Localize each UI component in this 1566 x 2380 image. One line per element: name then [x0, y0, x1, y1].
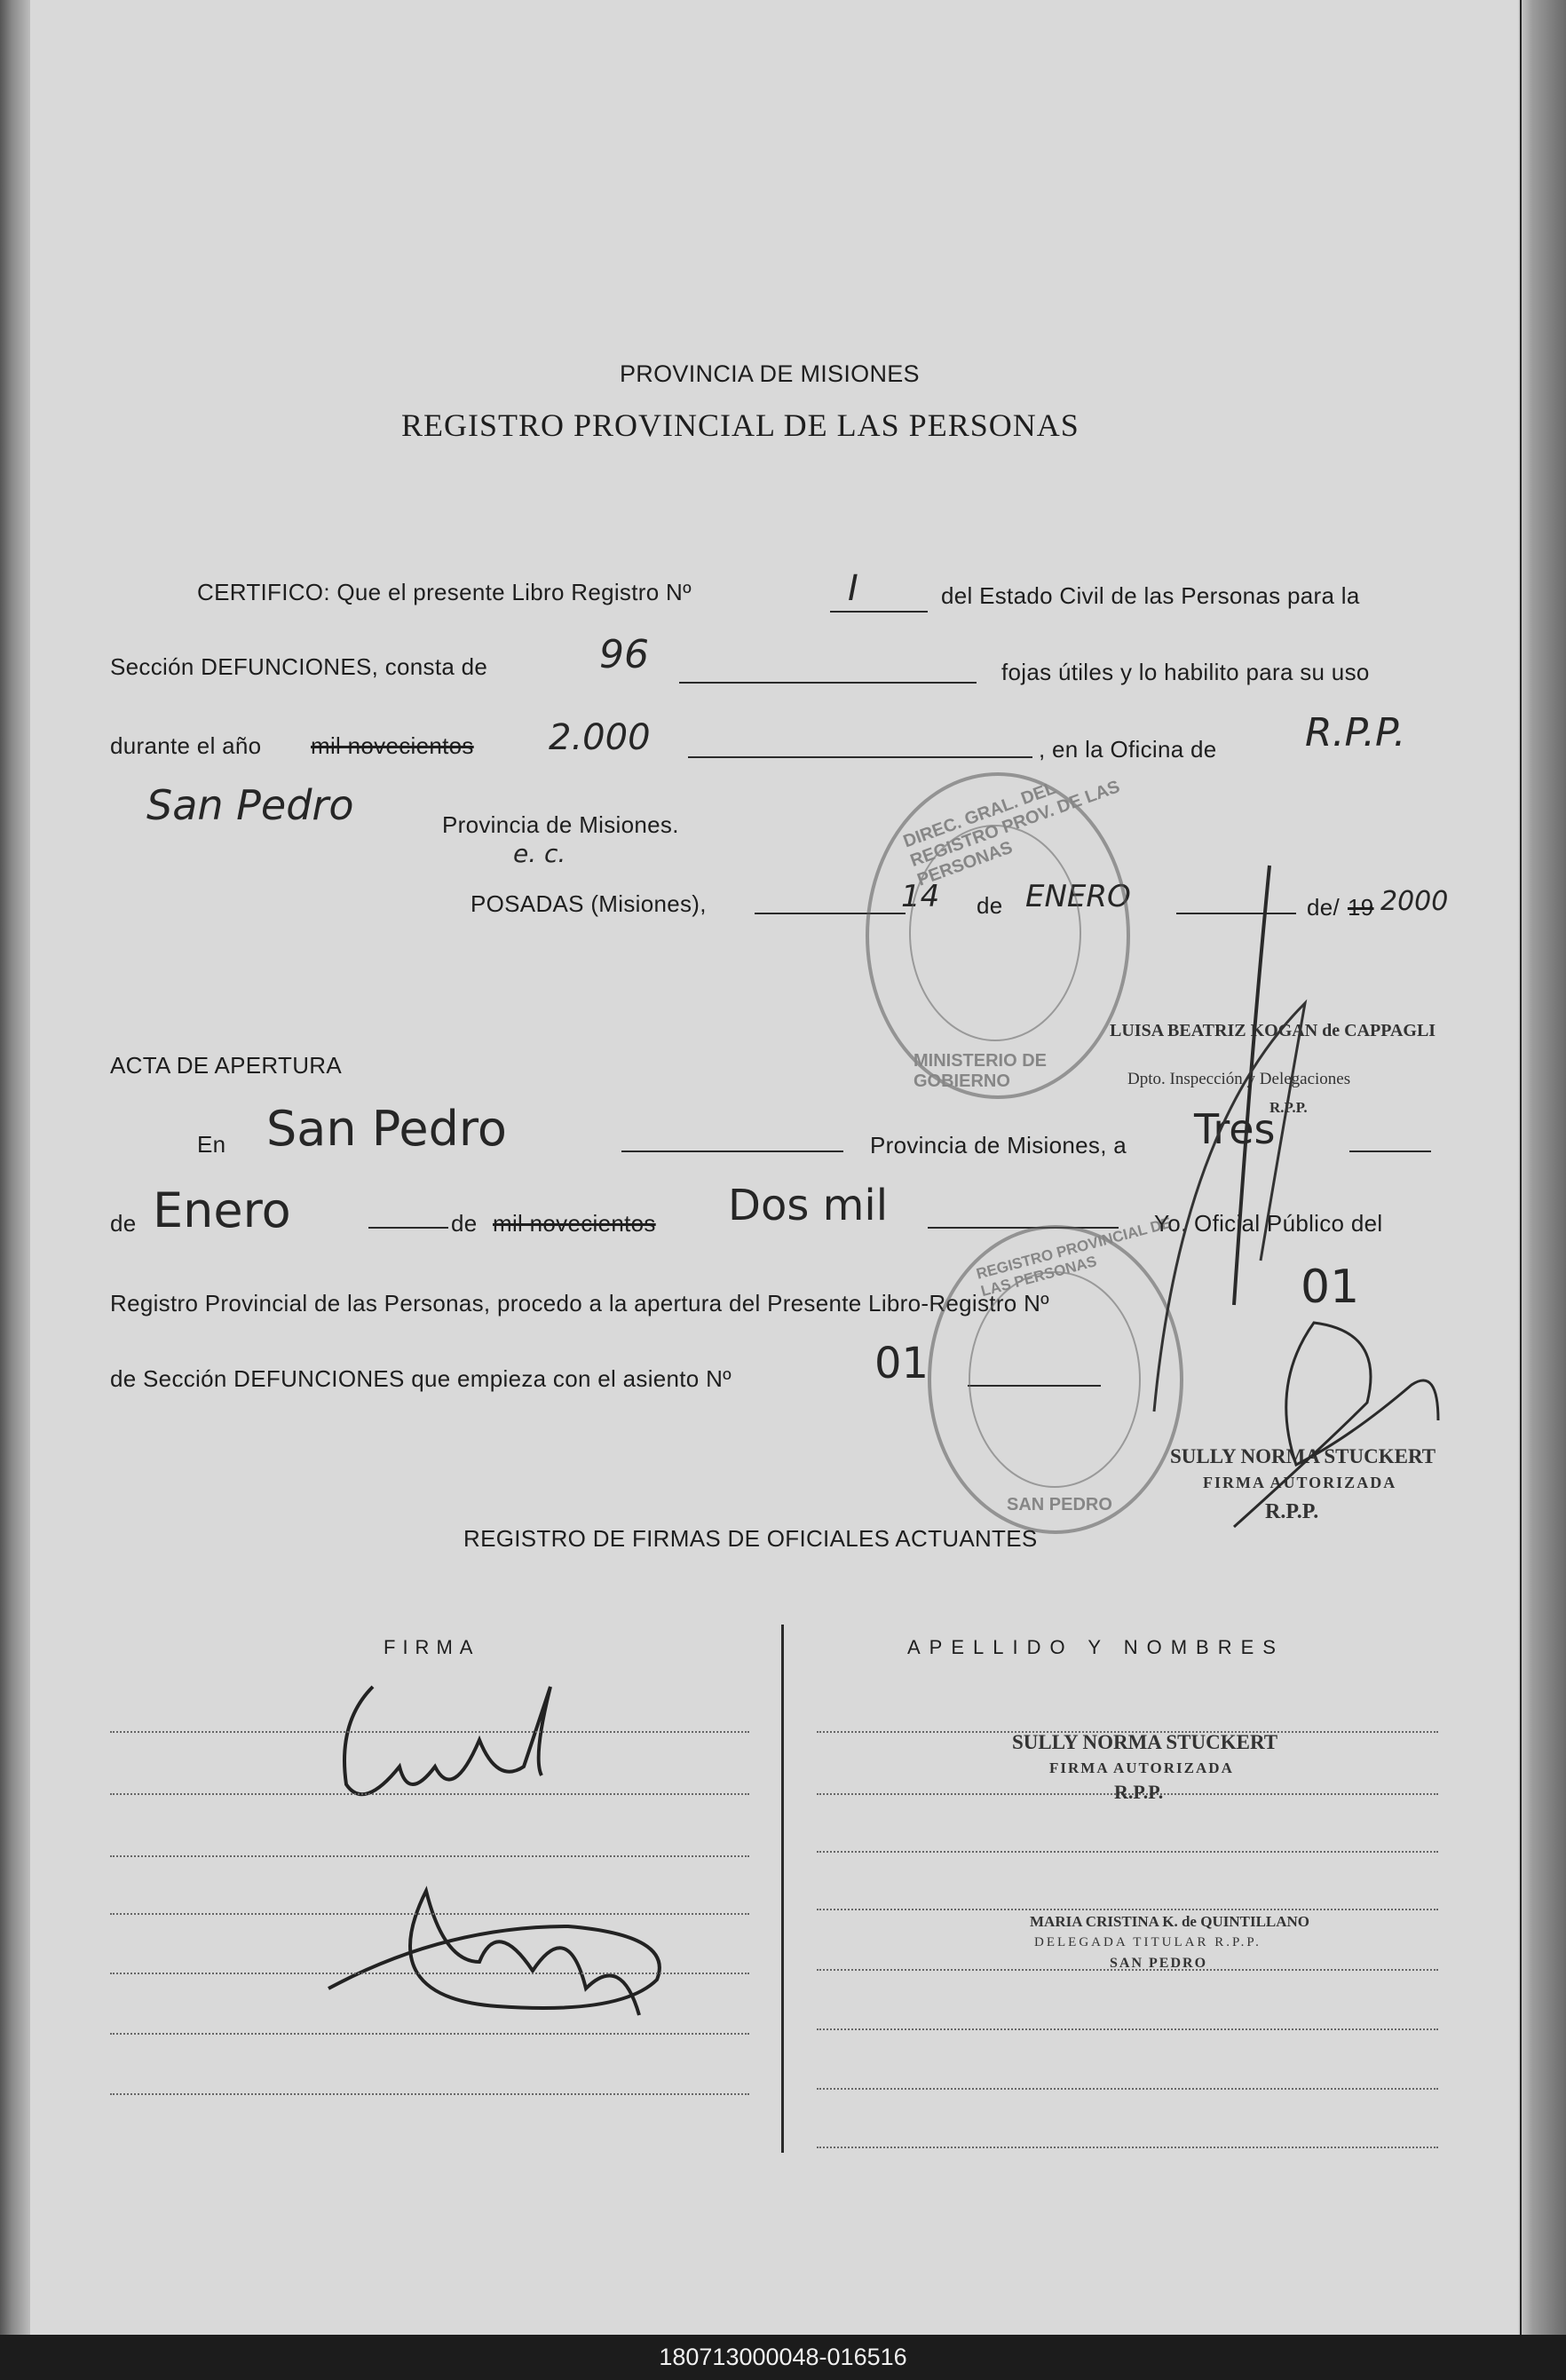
column-separator	[781, 1625, 784, 2153]
dotted-line	[110, 1973, 749, 1974]
place-hw: San Pedro	[146, 781, 354, 829]
entry2-role: DELEGADA TITULAR R.P.P.	[1034, 1935, 1262, 1949]
struck-19: 19	[1348, 894, 1374, 921]
acta-place-hw: San Pedro	[266, 1101, 507, 1157]
entry1-org: R.P.P.	[1114, 1781, 1164, 1803]
entry1-role: FIRMA AUTORIZADA	[1049, 1759, 1234, 1776]
entry2-name: MARIA CRISTINA K. de QUINTILLANO	[1030, 1913, 1310, 1930]
year-hw: 2.000	[549, 717, 651, 758]
acta-de2: de	[451, 1210, 478, 1237]
acta-year-hw: Dos mil	[728, 1181, 889, 1230]
acta-yo: Yo, Oficial Público del	[1154, 1210, 1383, 1237]
dotted-line	[110, 2093, 749, 2095]
cert-line2-suffix: fojas útiles y lo habilito para su uso	[1001, 659, 1370, 685]
cert-month-hw: ENERO	[1025, 879, 1131, 914]
dotted-line	[817, 1909, 1438, 1910]
official-seal-2: REGISTRO PROVINCIAL DE LAS PERSONAS SAN PEDRO	[928, 1225, 1183, 1534]
acta-day-hw: Tres	[1194, 1105, 1276, 1153]
entry2-place: SAN PEDRO	[1110, 1956, 1208, 1971]
registry-title: REGISTRO PROVINCIAL DE LAS PERSONAS	[401, 407, 1080, 443]
signatures-heading: REGISTRO DE FIRMAS DE OFICIALES ACTUANTES	[463, 1525, 1038, 1552]
official-seal-1: DIREC. GRAL. DEL REGISTRO PROV. DE LAS PERSONAS MINISTERIO DE GOBIERNO	[866, 772, 1130, 1099]
cert-line1-prefix: CERTIFICO: Que el presente Libro Registro Nº	[197, 579, 692, 605]
acta-line4: de Sección DEFUNCIONES que empieza con el asiento Nº	[110, 1365, 732, 1392]
col-names: APELLIDO Y NOMBRES	[907, 1636, 1285, 1658]
posadas-text: POSADAS (Misiones),	[471, 890, 707, 917]
stamp1-name: LUISA BEATRIZ KOGAN de CAPPAGLI	[1110, 1021, 1436, 1040]
province-line: Provincia de Misiones.	[442, 811, 679, 838]
dotted-line	[110, 1793, 749, 1795]
dotted-line	[110, 1913, 749, 1915]
acta-entry-no-hw: 01	[874, 1339, 929, 1388]
acta-province-text: Provincia de Misiones, a	[870, 1132, 1127, 1158]
ec-note-hw: e. c.	[513, 839, 566, 868]
dotted-line	[817, 2088, 1438, 2090]
dotted-line	[817, 2028, 1438, 2030]
stamp2-role: FIRMA AUTORIZADA	[1203, 1474, 1397, 1491]
cert-day-hw: 14	[901, 879, 940, 914]
dotted-line	[110, 1855, 749, 1857]
cert-line3-suffix: , en la Oficina de	[1039, 736, 1217, 763]
book-number-hw: I	[848, 568, 858, 609]
acta-de: de	[110, 1210, 137, 1237]
stamp1-org: R.P.P.	[1269, 1099, 1308, 1116]
document-id-footer: 180713000048-016516	[0, 2335, 1566, 2380]
folios-hw: 96	[599, 632, 649, 677]
cert-line3-prefix: durante el año	[110, 732, 262, 759]
acta-month-hw: Enero	[153, 1182, 291, 1238]
entry1-name: SULLY NORMA STUCKERT	[1012, 1731, 1278, 1753]
col-firma: FIRMA	[384, 1636, 480, 1658]
cert-year-hw: 2000	[1380, 886, 1449, 917]
acta-heading: ACTA DE APERTURA	[110, 1052, 343, 1079]
acta-line3: Registro Provincial de las Personas, procedo a la apertura del Presente Libro-Registro Nº	[110, 1290, 1049, 1317]
acta-struck-text: mil novecientos	[493, 1210, 656, 1237]
cert-line1-suffix: del Estado Civil de las Personas para la	[941, 582, 1360, 609]
de-slash: de/	[1307, 894, 1341, 921]
stamp2-org: R.P.P.	[1265, 1500, 1319, 1523]
acta-en: En	[197, 1131, 226, 1158]
acta-book-no-hw: 01	[1301, 1261, 1360, 1314]
dotted-line	[817, 2147, 1438, 2148]
dotted-line	[110, 1731, 749, 1733]
dotted-line	[817, 1851, 1438, 1853]
stamp1-dept: Dpto. Inspección y Delegaciones	[1127, 1070, 1351, 1088]
cert-line2-prefix: Sección DEFUNCIONES, consta de	[110, 653, 488, 680]
struck-year-text: mil novecientos	[311, 732, 474, 759]
de-word: de	[977, 892, 1003, 919]
office-hw: R.P.P.	[1305, 710, 1406, 755]
dotted-line	[110, 2033, 749, 2035]
stamp2-name: SULLY NORMA STUCKERT	[1170, 1445, 1436, 1467]
province-title: PROVINCIA DE MISIONES	[620, 360, 920, 387]
